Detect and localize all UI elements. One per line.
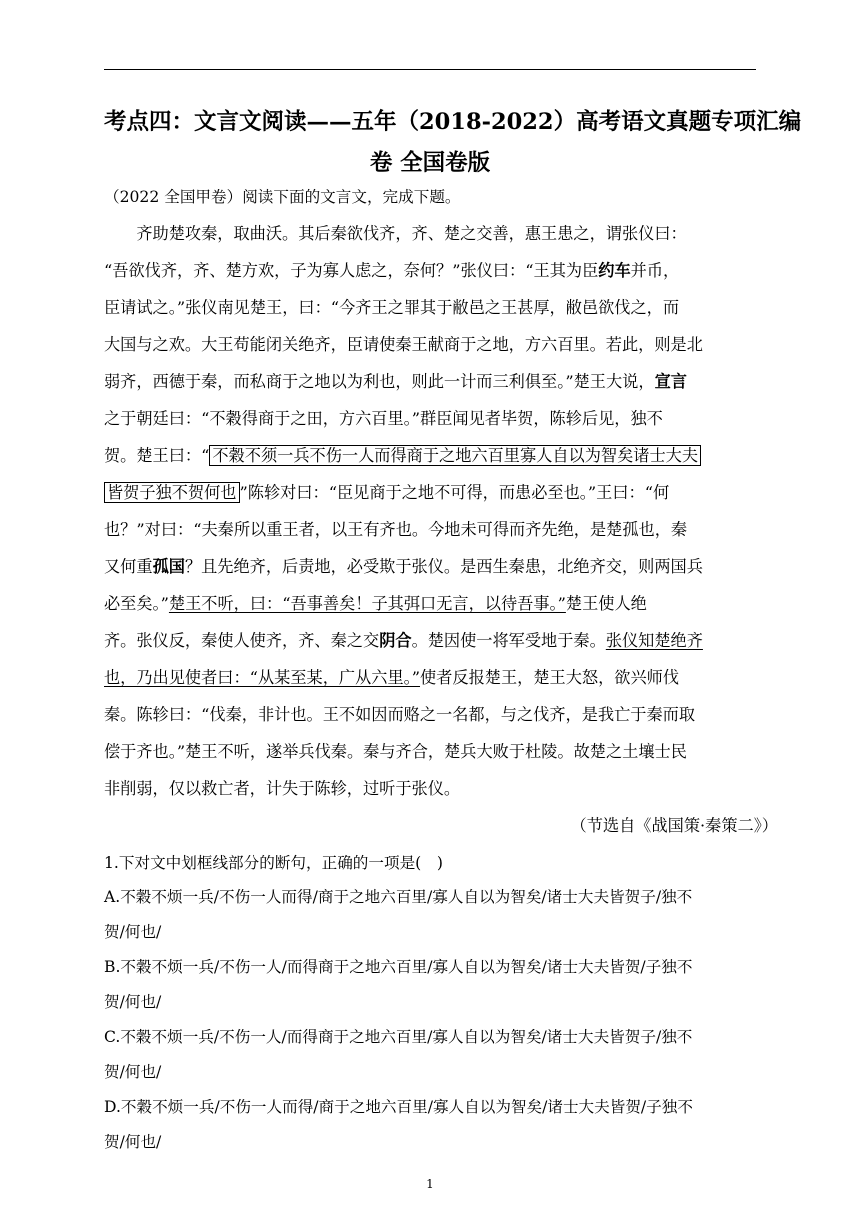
bold-term: 宣言: [654, 372, 687, 391]
passage-line: [104, 667, 679, 689]
underlined-sentence: 也，乃出见使者曰：“从某至某，广从六里。”: [104, 668, 421, 687]
boxed-sentence: 不穀不须一兵不伤一人而得商于之地六百里寡人自以为智矣诸士大夫: [209, 445, 701, 466]
text-run: 必至矣。”: [104, 594, 169, 613]
option-c: C.不穀不烦一兵/不伤一人/而得商于之地六百里/寡人自以为智矣/诸士大夫皆贺子/独不: [104, 1028, 693, 1046]
option-a: A.不穀不烦一兵/不伤一人而得/商于之地六百里/寡人自以为智矣/诸士大夫皆贺子/独不: [104, 888, 693, 906]
text-run: 又何重: [104, 557, 153, 576]
underlined-sentence: 张仪知楚绝齐: [605, 631, 703, 650]
boxed-sentence: 皆贺子独不贺何也: [104, 482, 240, 503]
header-rule: [104, 69, 756, 70]
passage-line: 也？”对曰：“夫秦所以重王者，以王有齐也。今地未可得而齐先绝，是楚孤也，秦: [104, 520, 688, 539]
passage-line: 大国与之欢。大王苟能闭关绝齐，臣请使秦王献商于之地，方六百里。若此，则是北: [104, 335, 703, 354]
page-number: 1: [426, 1177, 434, 1191]
bold-term: 孤国: [152, 557, 185, 576]
question-stem: 1.下对文中划框线部分的断句，正确的一项是( ): [104, 854, 443, 872]
text-run: 贺。楚王曰：“: [104, 446, 210, 465]
document-title: 考点四：文言文阅读——五年（2018-2022）高考语文真题专项汇编: [104, 109, 802, 135]
bold-term: 约车: [598, 261, 631, 280]
text-run: 。楚因使一将军受地于秦。: [411, 631, 606, 650]
text-run: “吾欲伐齐，齐、楚方欢，子为寡人虑之，奈何？”张仪曰：“王其为臣: [104, 261, 599, 280]
document-title-cont: 卷 全国卷版: [369, 150, 491, 176]
text-run: ”陈轸对曰：“臣见商于之地不可得，而患必至也。”王曰：“何: [239, 483, 670, 502]
passage-line: [104, 445, 701, 467]
option-b: B.不穀不烦一兵/不伤一人/而得商于之地六百里/寡人自以为智矣/诸士大夫皆贺/子独不: [104, 958, 693, 976]
passage-line: [104, 593, 647, 615]
intro-text: （2022 全国甲卷）阅读下面的文言文，完成下题。: [104, 188, 461, 206]
passage-line: [104, 556, 703, 578]
passage-line: [104, 482, 669, 504]
option-a-cont: 贺/何也/: [104, 923, 162, 941]
passage-line: 臣请试之。”张仪南见楚王，曰：“今齐王之罪其于敝邑之王甚厚，敝邑欲伐之，而: [104, 298, 680, 317]
passage-line: 齐助楚攻秦，取曲沃。其后秦欲伐齐，齐、楚之交善，惠王患之，谓张仪曰：: [104, 224, 687, 243]
option-b-cont: 贺/何也/: [104, 993, 162, 1011]
option-d-cont: 贺/何也/: [104, 1133, 162, 1151]
passage-line: [104, 371, 687, 393]
underlined-sentence: 楚王不听，曰：“吾事善矣！子其弭口无言，以待吾事。”: [168, 594, 566, 613]
option-d: D.不穀不烦一兵/不伤一人而得/商于之地六百里/寡人自以为智矣/诸士大夫皆贺/子独不: [104, 1098, 693, 1116]
passage-line: 偿于齐也。”楚王不听，遂举兵伐秦。秦与齐合，楚兵大败于杜陵。故楚之土壤士民: [104, 742, 687, 761]
source-citation: （节选自《战国策·秦策二》）: [570, 816, 778, 835]
option-c-cont: 贺/何也/: [104, 1063, 162, 1081]
text-run: 弱齐，西德于秦，而私商于之地以为利也，则此一计而三利俱至。”楚王大说，: [104, 372, 655, 391]
text-run: 齐。张仪反，秦使人使齐，齐、秦之交: [104, 631, 380, 650]
passage-line: 之于朝廷曰：“不穀得商于之田，方六百里。”群臣闻见者毕贺，陈轸后见，独不: [104, 409, 663, 428]
bold-term: 阴合: [379, 631, 412, 650]
passage-line: 非削弱，仅以救亡者，计失于陈轸，过听于张仪。: [104, 779, 461, 798]
passage-line: 秦。陈轸曰：“伐秦，非计也。王不如因而赂之一名都，与之伐齐，是我亡于秦而取: [104, 705, 696, 724]
text-run: ？且先绝齐，后责地，必受欺于张仪。是西生秦患，北绝齐交，则两国兵: [184, 557, 703, 576]
text-run: 楚王使人绝: [565, 594, 647, 613]
text-run: 并币，: [630, 261, 680, 280]
passage-line: [104, 630, 703, 652]
text-run: 使者反报楚王，楚王大怒，欲兴师伐: [420, 668, 680, 687]
passage-line: [104, 260, 679, 282]
